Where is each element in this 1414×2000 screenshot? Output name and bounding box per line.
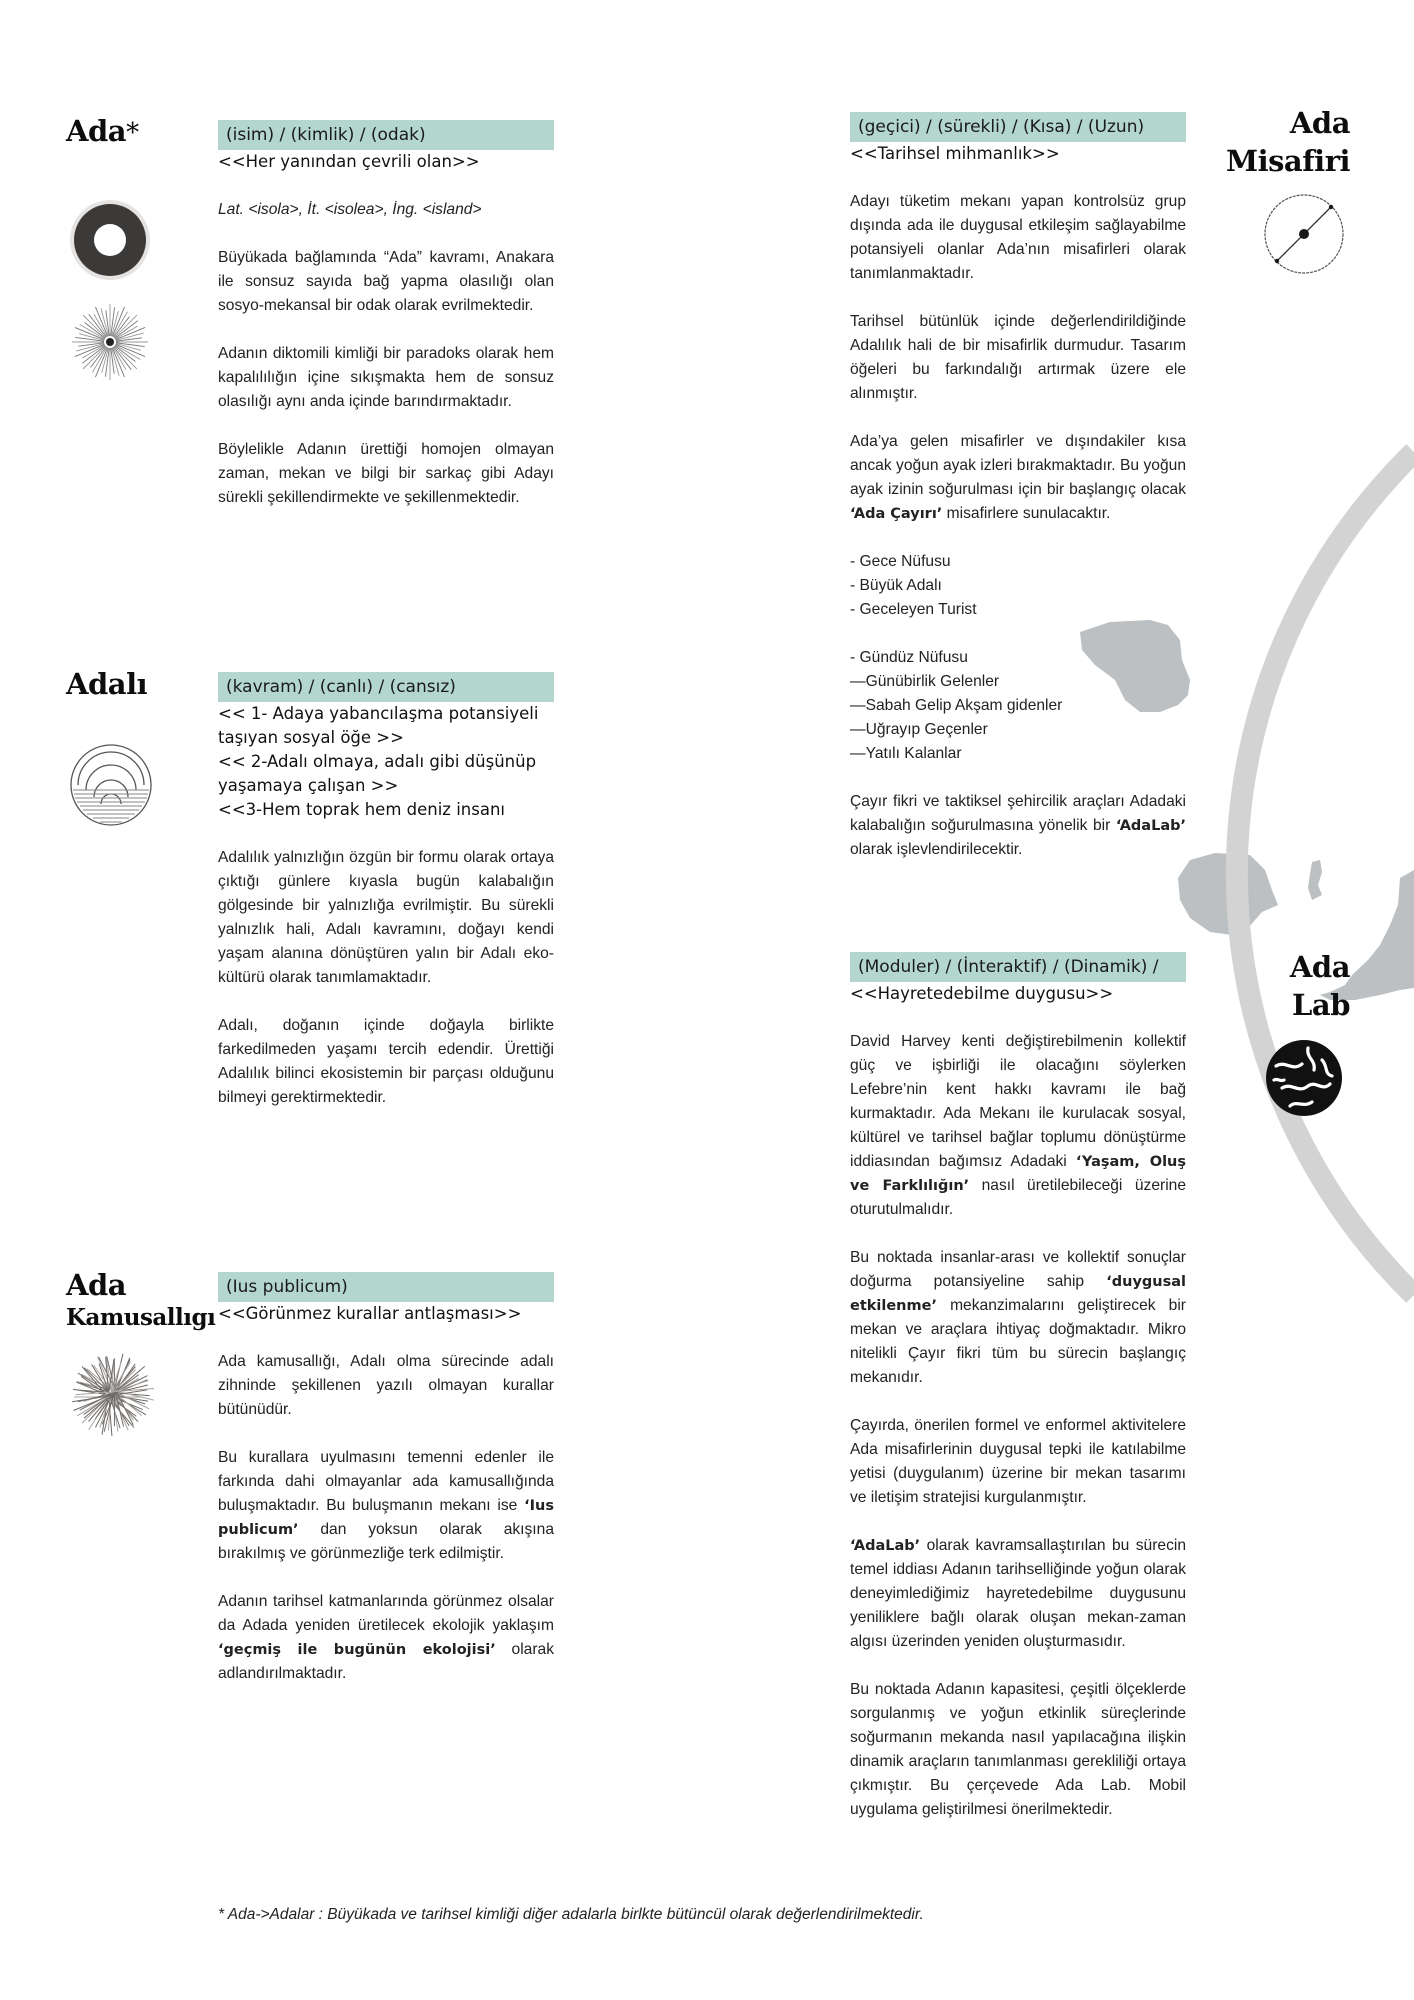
paragraph: Böylelikle Adanın ürettiği homojen olmayan zaman, mekan ve bilgi bir sarkaç gibi Adayı sürekli şekillendirmekte ve şekillenmektedir. bbox=[218, 441, 554, 506]
etymology: Lat. <isola>, İt. <isolea>, İng. <island> bbox=[218, 201, 482, 218]
day-population-list bbox=[850, 646, 1186, 766]
section-subtitle-1: << 1- Adaya yabancılaşma potansiyeli taşıyan sosyal öğe >> bbox=[218, 704, 539, 747]
emphasis: ‘AdaLab’ bbox=[1115, 818, 1186, 834]
section-subtitle-2: << 2-Adalı olmaya, adalı gibi düşünüp yaşamaya çalışan >> bbox=[218, 752, 537, 795]
section-subtitle-3: <<3-Hem toprak hem deniz insanı bbox=[218, 800, 506, 819]
paragraph: ‘AdaLab’ olarak kavramsallaştırılan bu sürecin temel iddiası Adanın tarihselliğinde yoğun olarak deneyimlediğimiz hayretedebilme duygusunu yeniliklere bağlı olarak oluşan mekan-zaman algısı üzerinden yeniden oluşturmasıdır. bbox=[850, 1537, 1186, 1650]
section-subtitle: <<Tarihsel mihmanlık>> bbox=[850, 144, 1060, 163]
paragraph: Ada’ya gelen misafirler ve dışındakiler kısa ancak yoğun ayak izleri bırakmaktadır. Bu yoğun ayak izinin soğurulması için bir başlangıç olacak ‘Ada Çayırı’ misafirlere sunulacaktır. bbox=[850, 433, 1186, 522]
section-subtitle: <<Görünmez kurallar antlaşması>> bbox=[218, 1304, 522, 1323]
paragraph: Adanın diktomili kimliği bir paradoks olarak hem kapalılılığın içine sıkışmakta hem de sonsuz olasılığı aynı anda içinde barındırmaktadır. bbox=[218, 345, 554, 410]
footnote: * Ada->Adalar : Büyükada ve tarihsel kimliği diğer adalarla birlkte bütüncül olarak değerlendirilmektedir. bbox=[218, 1906, 924, 1923]
paragraph: Bu noktada Adanın kapasitesi, çeşitli ölçeklerde sorgulanmış ve yoğun etkinlik süreçlerinde soğurmanın mekanda nasıl yapılacağına ilişkin dinamik araçların tanımlanması gerekliliği ortaya çıkmıştır. Bu çerçevede Ada Lab. Mobil uygulama geliştirilmesi önerilmektedir. bbox=[850, 1681, 1186, 1818]
section-title-ada: Ada* bbox=[66, 114, 139, 148]
paragraph: Bu kurallara uyulmasını temenni edenler ile farkında dahi olmayanlar ada kamusallığında buluşmaktadır. Bu buluşmanın mekanı ise ‘Ius publicum’ dan yoksun olarak akışına bırakılmış ve görünmezliğe terk edilmiştir. bbox=[218, 1449, 554, 1562]
list-item: - Gece Nüfusu bbox=[850, 553, 951, 570]
section-subtitle: <<Her yanından çevrili olan>> bbox=[218, 152, 480, 171]
emphasis: ‘Ada Çayırı’ bbox=[850, 506, 943, 522]
island-shape-small bbox=[1308, 860, 1322, 900]
paragraph: Adalılık yalnızlığın özgün bir formu olarak ortaya çıktığı günlere kıyasla bugün kalabalığın gölgesinde bir yalnızlığa evrilmiştir. Bu sürekli yalnızlık hali, Adalı kavramını, doğayı kendi yaşam alanına dönüştüren yalın bir Adalı eko-kültürü olarak tanımlamaktadır. bbox=[218, 849, 554, 986]
paragraph: Adalı, doğanın içinde doğayla birlikte farkedilmeden yaşamı tercih edendir. Ürettiği Adalılık bilinci ekosistemin bir parçası olduğunu bilmeyi gerektirmektedir. bbox=[218, 1017, 554, 1106]
section-title-adali: Adalı bbox=[66, 667, 148, 701]
emphasis: ‘AdaLab’ bbox=[850, 1538, 921, 1554]
list-item: —Günübirlik Gelenler bbox=[850, 673, 1000, 690]
paragraph: Büyükada bağlamında “Ada” kavramı, Anakara ile sonsuz sayıda bağ yapma olasılığı olan sosyo-mekansal bir odak olarak evrilmektedir. bbox=[218, 249, 554, 314]
emphasis: ‘Ius publicum’ bbox=[218, 1498, 554, 1538]
tag-bar: (geçici) / (sürekli) / (Kısa) / (Uzun) bbox=[850, 112, 1186, 142]
paragraph: Ada kamusallığı, Adalı olma sürecinde adalı zihninde şekillenen yazılı olmayan kurallar bütünüdür. bbox=[218, 1353, 554, 1418]
section-misafir bbox=[850, 112, 1186, 862]
list-item: —Sabah Gelip Akşam gidenler bbox=[850, 697, 1063, 714]
adalab-logo-icon bbox=[1262, 1036, 1346, 1120]
nested-arcs-icon bbox=[68, 742, 154, 828]
night-population-list bbox=[850, 550, 1186, 622]
emphasis: ‘geçmiş ile bugünün ekolojisi’ bbox=[218, 1642, 496, 1658]
section-adalab bbox=[850, 952, 1186, 1822]
ring-icon bbox=[68, 198, 152, 282]
crosshatch-icon bbox=[70, 1352, 154, 1436]
list-item: —Yatılı Kalanlar bbox=[850, 745, 962, 762]
tag-bar: (Ius publicum) bbox=[218, 1272, 554, 1302]
tag-bar: (kavram) / (canlı) / (cansız) bbox=[218, 672, 554, 702]
section-subtitle: <<Hayretedebilme duygusu>> bbox=[850, 984, 1114, 1003]
section-title-adalab: Ada Lab bbox=[1289, 950, 1350, 1022]
emphasis: ‘Yaşam, Oluş ve Farklılığın’ bbox=[850, 1154, 1186, 1194]
tag-bar: (isim) / (kimlik) / (odak) bbox=[218, 120, 554, 150]
paragraph: Adanın tarihsel katmanlarında görünmez olsalar da Adada yeniden üretilecek ekolojik yaklaşım ‘geçmiş ile bugünün ekolojisi’ olarak adlandırılmaktadır. bbox=[218, 1593, 554, 1682]
diameter-circle-icon bbox=[1262, 192, 1346, 276]
list-item: —Uğrayıp Geçenler bbox=[850, 721, 988, 738]
section-title-kamusallik: Ada Kamusallıgı bbox=[66, 1268, 216, 1331]
list-item: - Büyük Adalı bbox=[850, 577, 942, 594]
paragraph: Adayı tüketim mekanı yapan kontrolsüz grup dışında ada ile duygusal etkileşim sağlayabilme potansiyeli olanlar Ada’nın misafirleri olarak tanımlanmaktadır. bbox=[850, 193, 1186, 282]
paragraph: Tarihsel bütünlük içinde değerlendirildiğinde Adalılık hali de bir misafirlik durmudur. Tasarım öğeleri bu farkındalığı artırmak üzere ele alınmıştır. bbox=[850, 313, 1186, 402]
paragraph: Çayırda, önerilen formel ve enformel aktivitelere Ada misafirlerinin duygusal tepki ile katılabilme yetisi (duygulanım) üzerine bir mekan tasarımı ve iletişim stratejisi kurgulanmıştır. bbox=[850, 1417, 1186, 1506]
starburst-icon bbox=[68, 300, 152, 384]
section-ada bbox=[218, 120, 554, 510]
emphasis: ‘duygusal etkilenme’ bbox=[850, 1274, 1186, 1314]
paragraph: Çayır fikri ve taktiksel şehircilik araçları Adadaki kalabalığın soğurulmasına yönelik bir ‘AdaLab’ olarak işlevlendirilecektir. bbox=[850, 793, 1186, 858]
paragraph: Bu noktada insanlar-arası ve kollektif sonuçlar doğurma potansiyeline sahip ‘duygusal etkilenme’ mekanzimalarını geliştirecek bir mekan ve araçlara ihtiyaç doğmaktadır. Mikro nitelikli Çayır fikri tüm bu sürecin başlangıç mekanıdır. bbox=[850, 1249, 1186, 1386]
paragraph: David Harvey kenti değiştirebilmenin kollektif güç ve işbirliği ile olacağını söylerken Lefebre’nin kent hakkı kavramı ile bağ kurmaktadır. Ada Mekanı ile kurulacak sosyal, kültürel ve tarihsel bağlar toplumu dönüştürme iddiasından bağımsız Adadaki ‘Yaşam, Oluş ve Farklılığın’ nasıl üretilebileceği üzerine oturutulmalıdır. bbox=[850, 1033, 1187, 1218]
section-title-misafir: Ada Misafiri bbox=[1225, 106, 1350, 178]
tag-bar: (Moduler) / (İnteraktif) / (Dinamik) / bbox=[850, 952, 1186, 982]
section-kamusallik bbox=[218, 1272, 554, 1686]
list-item: - Gündüz Nüfusu bbox=[850, 649, 968, 666]
list-item: - Geceleyen Turist bbox=[850, 601, 977, 618]
section-adali bbox=[218, 672, 554, 1110]
